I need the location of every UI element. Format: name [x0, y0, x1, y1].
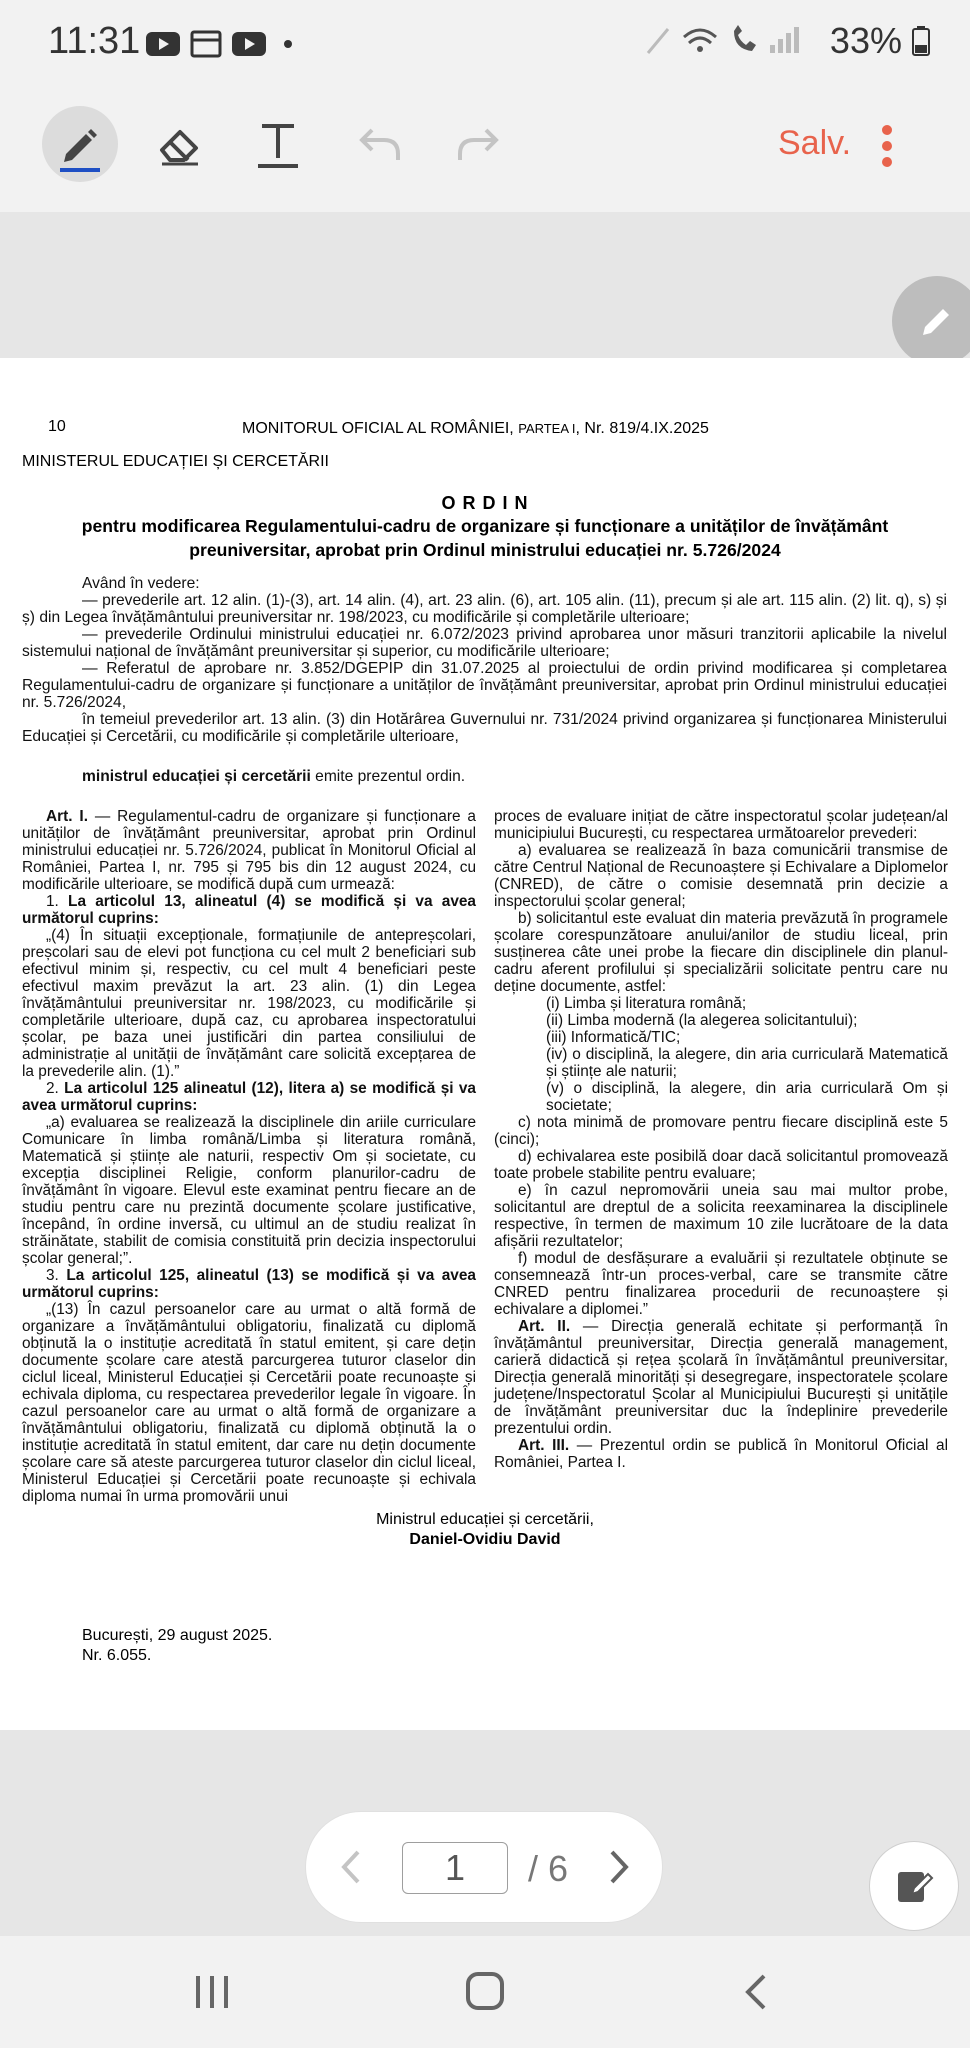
item-e: e) în cazul nepromovării uneia sau mai multor probe, solicitantul are dreptul de a solicita reexaminarea la disciplinele respective, în termen de maximum 10 zile lucrătoare de la data afișării rezultatelor;: [494, 1182, 948, 1250]
preamble-1: — prevederile art. 12 alin. (1)-(3), art. 14 alin. (4), art. 23 alin. (6), art. 105 alin. (11), precum și ale art. 115 alin. (2) lit. q), s) și ș) din Legea învățământului preuniversitar nr. 198/2023, cu modificările și completările ulterioare;: [22, 592, 947, 626]
redo-button[interactable]: [440, 106, 516, 182]
recents-icon[interactable]: [192, 1972, 232, 2012]
order-title: O R D I N: [441, 493, 529, 513]
page-number-header: 10: [48, 418, 66, 435]
status-time: 11:31: [48, 20, 141, 62]
item-d: d) echivalarea este posibilă doar dacă solicitantul promovează toate probele stabilite pentru evaluare;: [494, 1148, 948, 1182]
home-icon[interactable]: [464, 1970, 506, 2012]
back-icon[interactable]: [740, 1972, 770, 2012]
status-right: [644, 20, 930, 62]
preamble-intro: Având în vedere:: [82, 575, 200, 592]
list-item: (iii) Informatică/TIC;: [546, 1029, 681, 1046]
list-item: (iv) o disciplină, la alegere, din aria curriculară Matematică și științe ale naturii;: [546, 1046, 948, 1080]
item-a: a) evaluarea se realizează în baza comunicării transmise de către Centrul Național de Recunoaștere și Echivalare a Diplomelor (CNRED), de către o comisie desemnată prin decizie a inspectorului școlar general;: [494, 842, 948, 910]
more-options-button[interactable]: [880, 124, 894, 173]
monitor-header: MONITORUL OFICIAL AL ROMÂNIEI, PARTEA I, Nr. 819/4.IX.2025: [242, 420, 709, 437]
left-column: [22, 808, 476, 1505]
battery-percent: 33%: [829, 20, 902, 61]
save-button[interactable]: Salv.: [778, 124, 852, 162]
art-2: Art. II. — Direcția generală echitate și performanță în învățământul preuniversitar, Direcția generală management, carieră didactică și rețea școlară în învățământul preuniversitar, Direcția generală minorități și desegregare, inspectoratele școlare județene/Inspectoratul Școlar al Municipiului București și unitățile de învățământ preuniversitar duc la îndeplinire prevederile prezentului ordin.: [494, 1318, 949, 1437]
system-nav-bar: [0, 1936, 970, 2048]
right-column: [494, 808, 948, 1471]
signature-title: Ministrul educației și cercetării,: [376, 1511, 594, 1528]
item-f: f) modul de desfășurare a evaluării și rezultatele obținute se consemnează într-un proces-verbal, care se transmite către CNRED pentru finalizarea procedurii de recunoaștere și echivalare a diplomei.”: [494, 1250, 948, 1318]
next-page-icon[interactable]: [604, 1846, 634, 1888]
order-subtitle-2: preuniversitar, aprobat prin Ordinul ministrului educației nr. 5.726/2024: [189, 540, 781, 560]
list-item: (v) o disciplină, la alegere, din aria curriculară Om și societate;: [546, 1080, 948, 1114]
pdf-page: [0, 358, 970, 1730]
text-icon: [254, 118, 302, 170]
point-3: 3. La articolul 125, alineatul (13) se modifică și va avea următorul cuprins:: [22, 1267, 476, 1301]
undo-button[interactable]: [342, 106, 418, 182]
preamble-3: — Referatul de aprobare nr. 3.852/DGEPIP din 31.07.2025 al proiectului de ordin privind modificarea și completarea Regulamentului-cadru de organizare și funcționare a unităților de învățământ preuniversitar, aprobat prin Ordinul ministrului educației nr. 5.726/2024,: [22, 660, 947, 711]
annotate-button[interactable]: [870, 1842, 958, 1930]
preamble-4: în temeiul prevederilor art. 13 alin. (3) din Hotărârea Guvernului nr. 731/2024 privind organizarea și funcționarea Ministerului Educației și Cercetării, cu modificările și completările ulterioare,: [22, 711, 947, 745]
emite-line: ministrul educației și cercetării emite prezentul ordin.: [82, 768, 466, 785]
system-status-icons: [644, 23, 820, 57]
signature-name: Daniel-Ovidiu David: [409, 1531, 561, 1548]
active-tool-underline: [60, 168, 100, 172]
notification-icons-icon: [146, 30, 296, 60]
battery-icon: [912, 26, 930, 56]
more-vert-icon: [880, 124, 894, 168]
order-number: Nr. 6.055.: [82, 1647, 152, 1664]
quote-3: „(13) În cazul persoanelor care au urmat o altă formă de organizare a învățământului obligatoriu, finalizată cu diplomă obținută la o instituție acreditată în statul emitent, și care dețin documente școlare care atestă parcurgerea tuturor claselor din ciclul liceal, Ministerul Educației și Cercetării poate recunoaște și echivala diploma, cu respectarea prevederilor legale în vigoare. În cazul persoanelor care au urmat o altă formă de organizare a învățământului obligatoriu, finalizată cu diplomă obținută la o instituție acreditată în statul emitent, dar care nu dețin documente școlare care să ateste parcurgerea tuturor claselor din ciclul liceal, Ministerul Educației și Cercetării poate recunoaște și echivala diploma numai în urma promovării unui: [22, 1301, 476, 1505]
pen-icon: [56, 120, 104, 168]
redo-icon: [454, 120, 502, 168]
art-1: Art. I. — Regulamentul-cadru de organizare și funcționare a unităților de învățământ preuniversitar, aprobat prin Ordinul ministrului educației nr. 5.726/2024, publicat în Monitorul Oficial al României, Partea I, nr. 795 și 795 bis din 12 august 2024, cu modificările ulterioare, se modifică după cum urmează:: [22, 808, 476, 893]
viewer-background-top: [0, 212, 970, 358]
status-bar: [0, 0, 970, 76]
place-date-line: București, 29 august 2025.: [82, 1627, 273, 1644]
list-item: (i) Limba și literatura română;: [546, 995, 747, 1012]
eraser-icon: [156, 120, 204, 168]
order-subtitle-1: pentru modificarea Regulamentului-cadru de organizare și funcționare a unităților de învățământ: [81, 516, 889, 536]
text-tool-button[interactable]: [240, 106, 316, 182]
undo-icon: [356, 120, 404, 168]
item-b: b) solicitantul este evaluat din materia prevăzută în programele școlare corespunzătoare anului/anilor de studiu liceal, prin susținerea câte unei probe la fiecare din disciplinele din planul-cadru aferent profilului și specializării solicitate pentru care nu deține documente, astfel:: [494, 910, 948, 995]
preamble-2: — prevederile Ordinului ministrului educației nr. 6.072/2023 privind aprobarea unor măsuri tranzitorii aplicabile la nivelul sistemului național de învățământ preuniversitar și superior, cu modificările ulterioare;: [22, 626, 947, 660]
right-cont: proces de evaluare inițiat de către inspectoratul școlar județean/al municipiului București, cu respectarea următoarelor prevederi:: [494, 808, 948, 842]
notification-icons: [146, 30, 296, 65]
page-navigator: [306, 1812, 662, 1922]
eraser-tool-button[interactable]: [142, 106, 218, 182]
quote-1: „(4) În situații excepționale, formațiunile de antepreșcolari, preșcolari sau de elevi pot funcționa cu cel mult 2 beneficiari sub efectivul minim și, respectiv, cu cel mult 4 beneficiari peste efectivul maxim prevăzut la art. 23 alin. (1) din Legea învățământului preuniversitar nr. 198/2023, cu modificările și completările ulterioare, după caz, cu aprobarea inspectoratului școlar, pe baza unei justificări din partea consiliului de administrație al unității de învățământ care solicită excepțarea de la prevederile alin. (1).”: [22, 927, 476, 1080]
edit-pencil-icon: [915, 299, 959, 343]
page-total: / 6: [528, 1848, 569, 1889]
page-number-input[interactable]: 1: [402, 1842, 508, 1894]
point-2: 2. La articolul 125 alineatul (12), litera a) se modifică și va avea următorul cuprins:: [22, 1080, 476, 1114]
art-3: Art. III. — Prezentul ordin se publică în Monitorul Oficial al României, Partea I.: [494, 1437, 948, 1471]
place-date: [82, 1626, 272, 1666]
quote-2: „a) evaluarea se realizează la disciplinele din ariile curriculare Comunicare în limba română/Limba și literatura română, Matematică și științe ale naturii, respectiv Om și societate, cu excepția disciplinei Religie, conform planurilor-cadru de învățământ în vigoare. Elevul este examinat pentru fiecare an de studiu pentru care nu prezintă documente școlare justificative, începând, în ordine inversă, cu ultimul an de studiu realizat în străinătate, stabilit de comisia constituită prin decizia inspectorului școlar general;”.: [22, 1114, 476, 1267]
list-item: (ii) Limba modernă (la alegerea solicitantului);: [546, 1012, 858, 1029]
annotate-icon: [892, 1864, 936, 1908]
ministry-name: MINISTERUL EDUCAȚIEI ȘI CERCETĂRII: [22, 453, 329, 470]
prev-page-icon[interactable]: [336, 1846, 366, 1888]
item-c: c) nota minimă de promovare pentru fiecare disciplină este 5 (cinci);: [494, 1114, 948, 1148]
edit-toolbar: [0, 76, 970, 212]
point-1: 1. La articolul 13, alineatul (4) se modifică și va avea următorul cuprins:: [22, 893, 476, 927]
